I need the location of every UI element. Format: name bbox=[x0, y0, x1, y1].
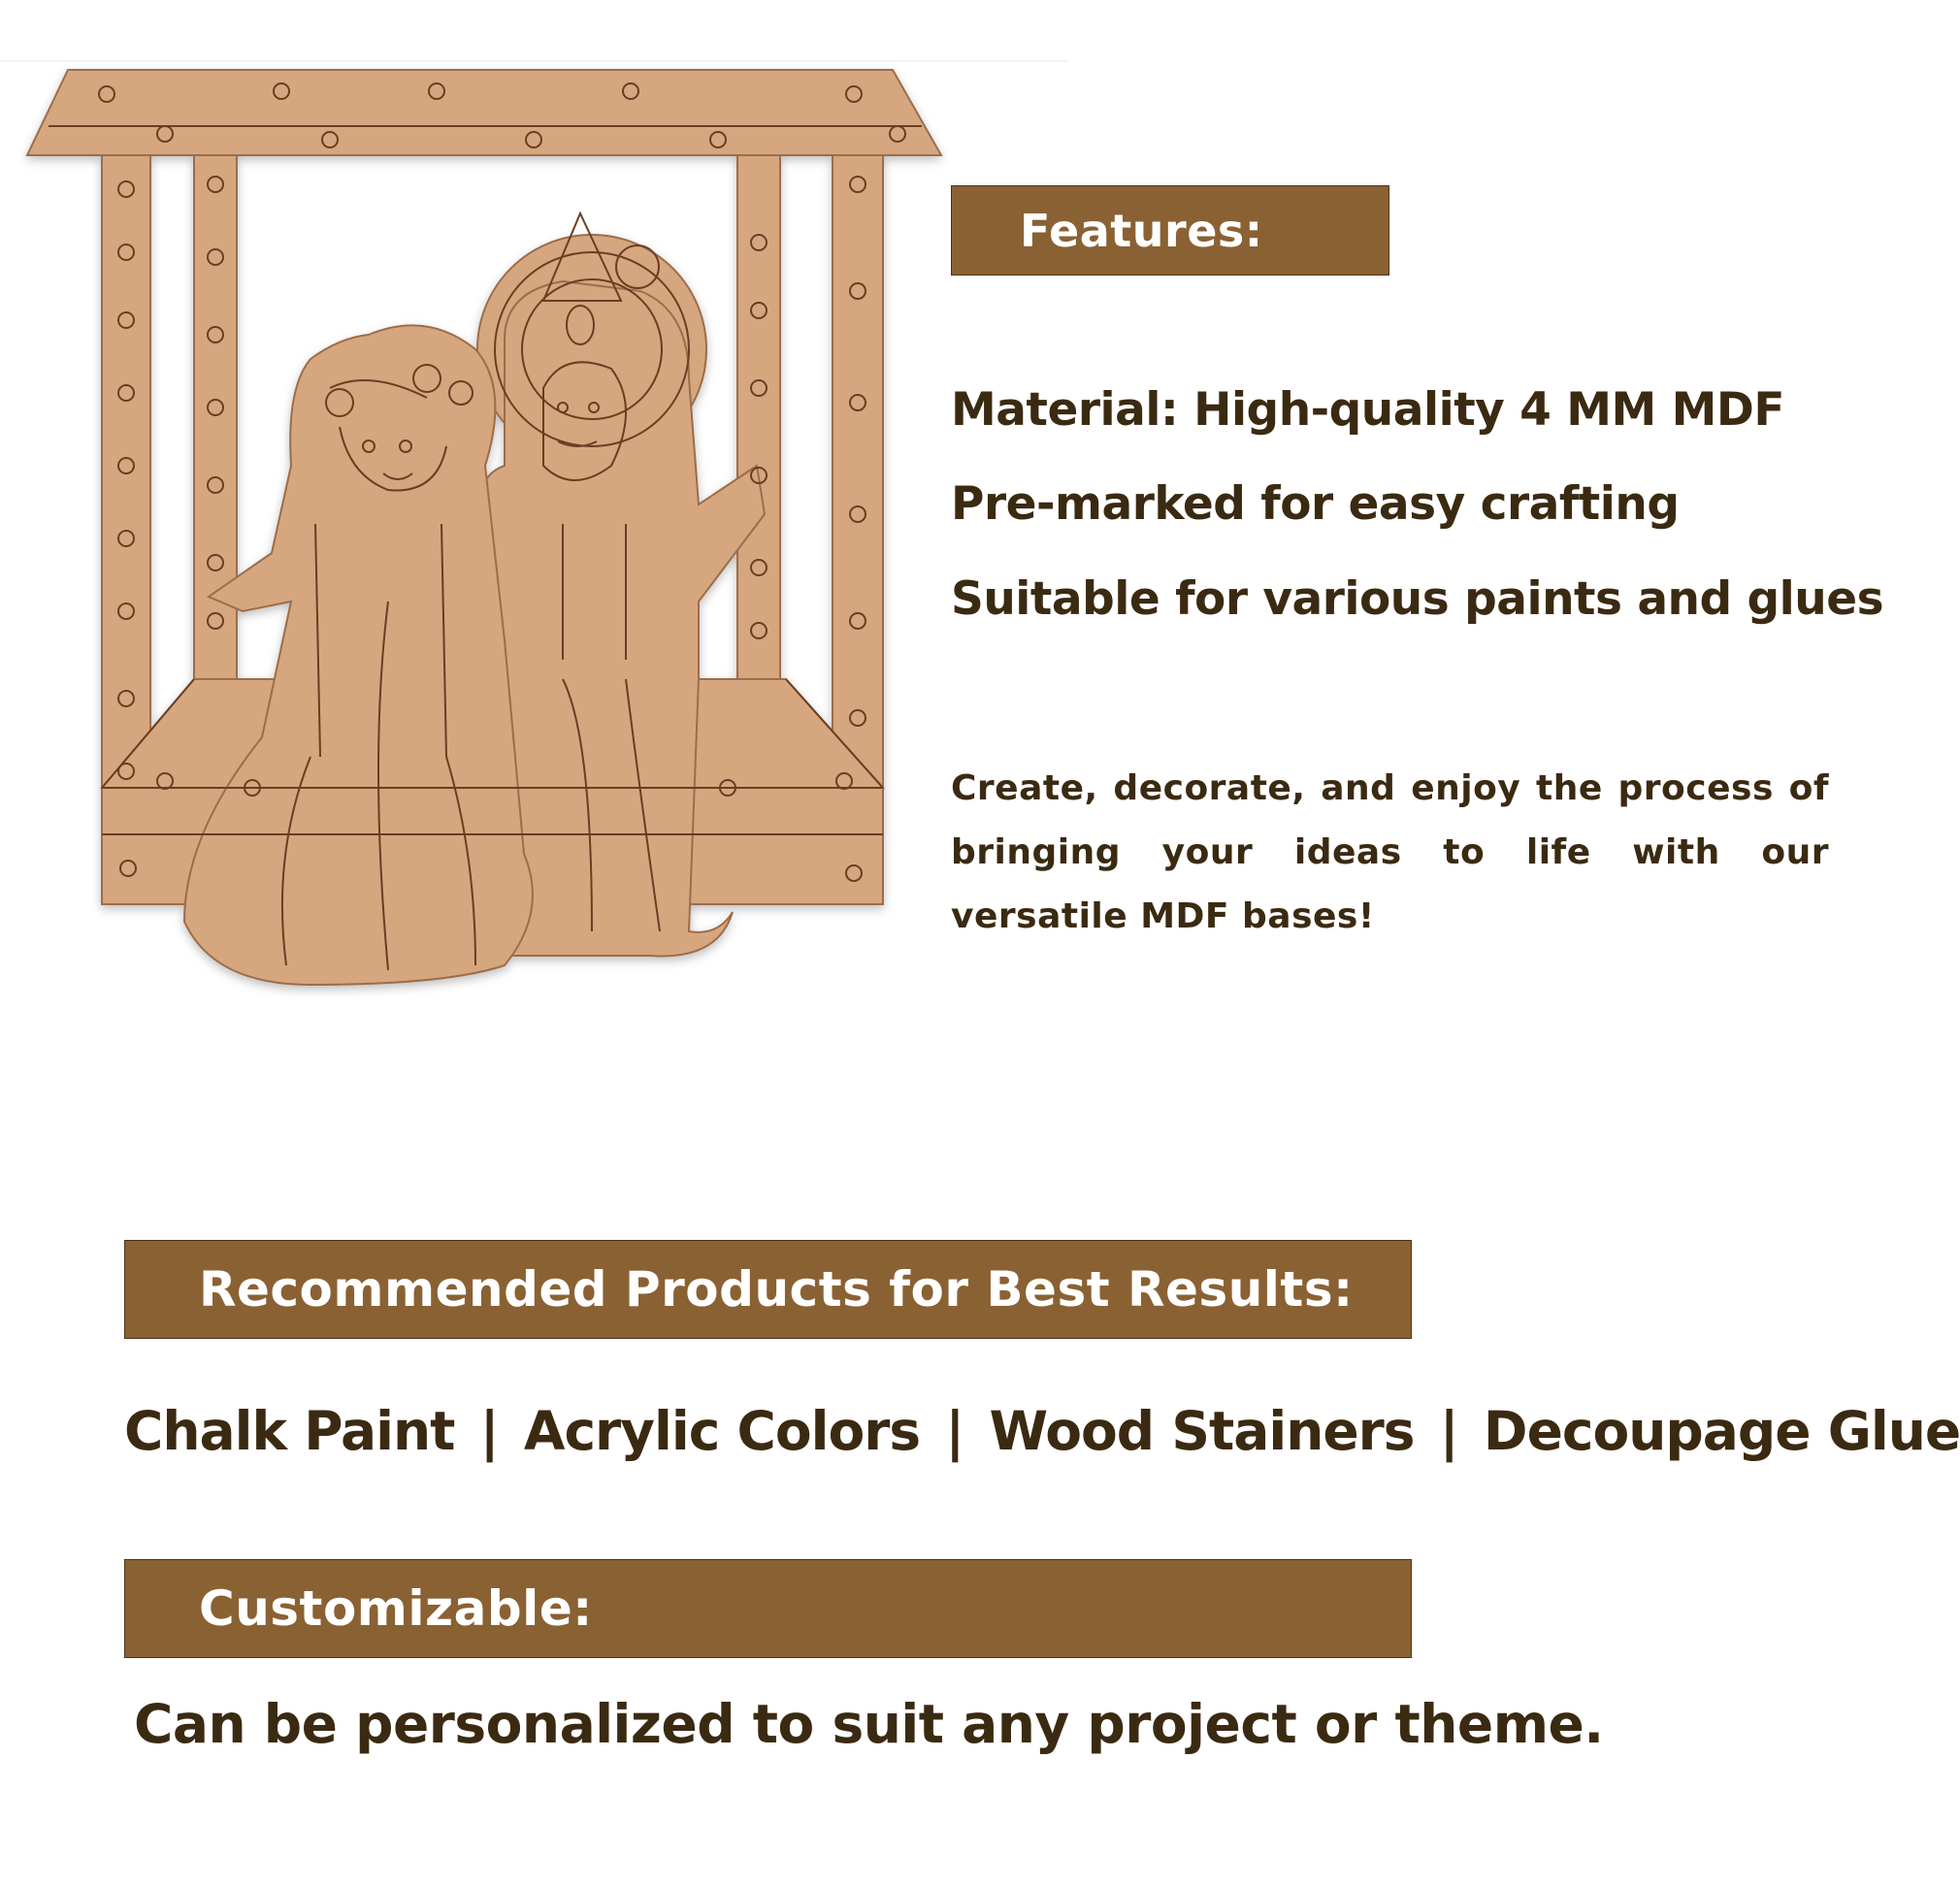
feature-suitable: Suitable for various paints and glues bbox=[951, 572, 1884, 626]
recommended-heading: Recommended Products for Best Results: bbox=[124, 1240, 1412, 1339]
product-separator: | bbox=[945, 1400, 964, 1462]
product-acrylic-colors: Acrylic Colors bbox=[523, 1400, 921, 1462]
customizable-text: Can be personalized to suit any project or theme. bbox=[134, 1693, 1604, 1755]
customizable-heading: Customizable: bbox=[124, 1559, 1412, 1658]
product-decoupage-glue: Decoupage Glue bbox=[1483, 1400, 1960, 1462]
product-wood-stainers: Wood Stainers bbox=[989, 1400, 1415, 1462]
product-separator: | bbox=[1439, 1400, 1458, 1462]
product-chalk-paint: Chalk Paint bbox=[124, 1400, 455, 1462]
features-heading: Features: bbox=[951, 185, 1389, 276]
recommended-products-list bbox=[124, 1400, 1960, 1462]
product-separator: | bbox=[479, 1400, 499, 1462]
feature-pre-marked: Pre-marked for easy crafting bbox=[951, 477, 1680, 531]
feature-material: Material: High-quality 4 MM MDF bbox=[951, 383, 1785, 437]
features-description: Create, decorate, and enjoy the process of bringing your ideas to life with our versatile MDF bases! bbox=[951, 768, 1829, 936]
mdf-swing-cutout-image bbox=[19, 58, 951, 990]
